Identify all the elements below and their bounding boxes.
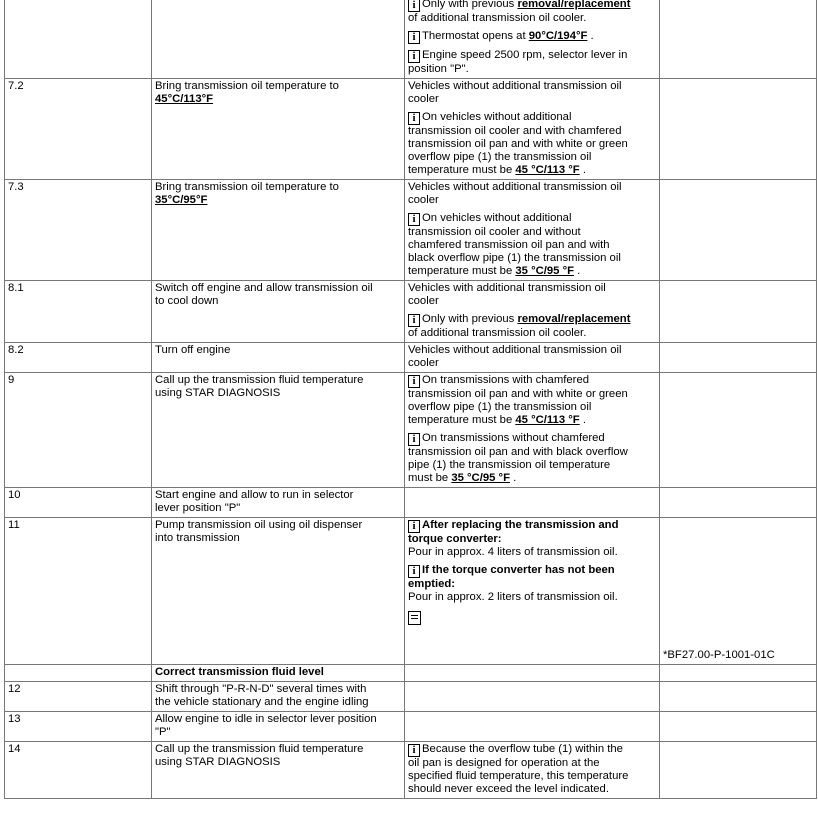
note-text: emptied: bbox=[408, 578, 456, 590]
reference-cell bbox=[660, 742, 817, 799]
table-row bbox=[5, 518, 817, 665]
info-note bbox=[408, 374, 656, 427]
spec-value: 45 °C/113 °F bbox=[515, 414, 580, 426]
table-row bbox=[5, 712, 817, 742]
action-text: "P" bbox=[155, 726, 171, 738]
note-text: i After replacing the transmission and bbox=[408, 519, 656, 533]
note-text: i Thermostat opens at 90°C/194°F . bbox=[408, 30, 656, 44]
step-notes bbox=[405, 79, 660, 180]
note-text: cooler bbox=[408, 194, 439, 206]
condition-note bbox=[408, 282, 656, 308]
reference-cell bbox=[660, 343, 817, 373]
note-text: transmission oil pan and with black overflow bbox=[408, 446, 628, 458]
info-icon: i bbox=[408, 565, 420, 578]
table-row bbox=[5, 488, 817, 518]
note-text: oil pan is designed for operation at the bbox=[408, 757, 600, 769]
note-text: position "P". bbox=[408, 63, 469, 75]
note-text: overflow pipe (1) the transmission oil bbox=[408, 401, 592, 413]
step-number: 13 bbox=[5, 712, 152, 742]
step-action bbox=[152, 79, 405, 180]
info-note bbox=[408, 432, 656, 485]
step-action bbox=[152, 180, 405, 281]
action-text bbox=[155, 194, 401, 207]
spec-value: 35°C/95°F bbox=[155, 194, 208, 206]
note-text: i Engine speed 2500 rpm, selector lever in bbox=[408, 49, 656, 63]
note-text: chamfered transmission oil pan and with bbox=[408, 239, 610, 251]
condition-note bbox=[408, 80, 656, 106]
step-action bbox=[152, 343, 405, 373]
reference-cell bbox=[660, 488, 817, 518]
action-text: Bring transmission oil temperature to bbox=[155, 80, 339, 92]
action-text: Start engine and allow to run in selector bbox=[155, 489, 354, 501]
note-text: i On transmissions without chamfered bbox=[408, 432, 656, 446]
spec-value: 35 °C/95 °F bbox=[451, 472, 510, 484]
reference-cell bbox=[660, 712, 817, 742]
note-text: transmission oil pan and with white or green bbox=[408, 138, 628, 150]
note-text: black overflow pipe (1) the transmission oil bbox=[408, 252, 621, 264]
note-text: overflow pipe (1) the transmission oil bbox=[408, 151, 592, 163]
step-number: 14 bbox=[5, 742, 152, 799]
info-icon: i bbox=[408, 314, 420, 327]
note-text: pipe (1) the transmission oil temperature bbox=[408, 459, 611, 471]
info-icon: i bbox=[408, 50, 420, 63]
note-text: temperature must be 45 °C/113 °F . bbox=[408, 414, 586, 426]
condition-note bbox=[408, 344, 656, 370]
table-row bbox=[5, 180, 817, 281]
step-number: 11 bbox=[5, 518, 152, 665]
reference-cell bbox=[660, 79, 817, 180]
action-text: Call up the transmission fluid temperature bbox=[155, 374, 364, 386]
note-text: Vehicles with additional transmission oil bbox=[408, 282, 606, 294]
info-note bbox=[408, 111, 656, 177]
action-text: using STAR DIAGNOSIS bbox=[155, 387, 281, 399]
reference-cell bbox=[660, 0, 817, 79]
note-text: of additional transmission oil cooler. bbox=[408, 327, 587, 339]
spec-value: 45 °C/113 °F bbox=[515, 164, 580, 176]
spec-value: removal/replacement bbox=[517, 313, 631, 325]
reference-cell bbox=[660, 518, 817, 665]
note-text: cooler bbox=[408, 295, 439, 307]
info-icon: i bbox=[408, 31, 420, 44]
spec-value: 45°C/113°F bbox=[155, 93, 214, 105]
table-row bbox=[5, 281, 817, 343]
note-text: i If the torque converter has not been bbox=[408, 564, 656, 578]
step-notes bbox=[405, 281, 660, 343]
table-row bbox=[5, 79, 817, 180]
info-icon: i bbox=[408, 375, 420, 388]
step-number: 10 bbox=[5, 488, 152, 518]
table-row bbox=[5, 742, 817, 799]
action-text: Bring transmission oil temperature to bbox=[155, 181, 339, 193]
step-notes bbox=[405, 742, 660, 799]
note-text: transmission oil cooler and with chamfered bbox=[408, 125, 622, 137]
note-text: cooler bbox=[408, 93, 439, 105]
action-text: using STAR DIAGNOSIS bbox=[155, 756, 281, 768]
note-text: Vehicles without additional transmission oil bbox=[408, 80, 622, 92]
step-notes bbox=[405, 518, 660, 665]
action-text: Shift through "P-R-N-D" several times with bbox=[155, 683, 367, 695]
note-text: Pour in approx. 2 liters of transmission oil. bbox=[408, 591, 618, 603]
reference-cell bbox=[660, 682, 817, 712]
spec-value: 90°C/194°F bbox=[528, 30, 588, 42]
step-notes bbox=[405, 488, 660, 518]
note-text: transmission oil pan and with white or green bbox=[408, 388, 628, 400]
procedure-table-body bbox=[5, 0, 817, 799]
action-text: Allow engine to idle in selector lever position bbox=[155, 713, 377, 725]
step-number: 9 bbox=[5, 373, 152, 488]
action-text: the vehicle stationary and the engine idling bbox=[155, 696, 369, 708]
step-action bbox=[152, 742, 405, 799]
step-number bbox=[5, 665, 152, 682]
note-text: Pour in approx. 4 liters of transmission oil. bbox=[408, 546, 618, 558]
info-icon: i bbox=[408, 213, 420, 226]
note-text: transmission oil cooler and without bbox=[408, 226, 581, 238]
step-action bbox=[152, 712, 405, 742]
reference-cell bbox=[660, 180, 817, 281]
step-notes bbox=[405, 665, 660, 682]
step-number: 8.2 bbox=[5, 343, 152, 373]
step-action bbox=[152, 281, 405, 343]
step-action bbox=[152, 518, 405, 665]
document-reference[interactable]: *BF27.00-P-1001-01C bbox=[663, 649, 775, 661]
note-text: i On vehicles without additional bbox=[408, 111, 656, 125]
info-note bbox=[408, 564, 656, 604]
info-icon: i bbox=[408, 520, 420, 533]
note-text: i On vehicles without additional bbox=[408, 212, 656, 226]
action-text: to cool down bbox=[155, 295, 219, 307]
info-icon: i bbox=[408, 112, 420, 125]
note-text: specified fluid temperature, this temperature bbox=[408, 770, 629, 782]
note-text: must be 35 °C/95 °F . bbox=[408, 472, 517, 484]
action-text: into transmission bbox=[155, 532, 240, 544]
info-icon: i bbox=[408, 0, 420, 12]
note-text: i Only with previous removal/replacement bbox=[408, 313, 656, 327]
step-notes bbox=[405, 712, 660, 742]
reference-cell bbox=[660, 373, 817, 488]
procedure-table bbox=[4, 0, 817, 799]
info-note bbox=[408, 313, 656, 340]
info-icon: i bbox=[408, 744, 420, 757]
step-notes bbox=[405, 373, 660, 488]
step-number: 8.1 bbox=[5, 281, 152, 343]
step-notes bbox=[405, 343, 660, 373]
action-text bbox=[155, 93, 401, 106]
note-text: temperature must be 45 °C/113 °F . bbox=[408, 164, 586, 176]
spec-value: removal/replacement bbox=[517, 0, 631, 10]
spec-value: 35 °C/95 °F bbox=[515, 265, 575, 277]
table-row bbox=[5, 373, 817, 488]
info-note bbox=[408, 519, 656, 559]
step-notes bbox=[405, 180, 660, 281]
info-note bbox=[408, 743, 656, 796]
note-text: i Because the overflow tube (1) within the bbox=[408, 743, 656, 757]
step-action bbox=[152, 488, 405, 518]
step-number: 7.2 bbox=[5, 79, 152, 180]
table-row bbox=[5, 665, 817, 682]
reference-cell bbox=[660, 281, 817, 343]
step-notes bbox=[405, 682, 660, 712]
table-row bbox=[5, 0, 817, 79]
step-action bbox=[152, 665, 405, 682]
document-icon[interactable] bbox=[408, 611, 421, 625]
step-notes bbox=[405, 0, 660, 79]
step-action bbox=[152, 0, 405, 79]
step-number bbox=[5, 0, 152, 79]
note-text: Vehicles without additional transmission oil bbox=[408, 181, 622, 193]
note-text: of additional transmission oil cooler. bbox=[408, 12, 587, 24]
note-text: Vehicles without additional transmission oil bbox=[408, 344, 622, 356]
info-note bbox=[408, 30, 656, 44]
step-number: 12 bbox=[5, 682, 152, 712]
note-text: i On transmissions with chamfered bbox=[408, 374, 656, 388]
step-action bbox=[152, 373, 405, 488]
note-text: temperature must be 35 °C/95 °F . bbox=[408, 265, 581, 277]
info-note bbox=[408, 49, 656, 76]
note-text: should never exceed the level indicated. bbox=[408, 783, 609, 795]
action-text: Call up the transmission fluid temperature bbox=[155, 743, 364, 755]
action-text: Switch off engine and allow transmission oil bbox=[155, 282, 373, 294]
step-action bbox=[152, 682, 405, 712]
action-text: Correct transmission fluid level bbox=[155, 666, 324, 678]
info-note bbox=[408, 212, 656, 278]
action-text: Turn off engine bbox=[155, 344, 231, 356]
table-row bbox=[5, 343, 817, 373]
note-text: cooler bbox=[408, 357, 439, 369]
step-number: 7.3 bbox=[5, 180, 152, 281]
info-icon: i bbox=[408, 433, 420, 446]
condition-note bbox=[408, 181, 656, 207]
action-text: Pump transmission oil using oil dispenser bbox=[155, 519, 363, 531]
note-text: torque converter: bbox=[408, 533, 502, 545]
table-row bbox=[5, 682, 817, 712]
reference-cell bbox=[660, 665, 817, 682]
action-text: lever position "P" bbox=[155, 502, 241, 514]
note-text: i Only with previous removal/replacement bbox=[408, 0, 656, 12]
info-note bbox=[408, 0, 656, 25]
